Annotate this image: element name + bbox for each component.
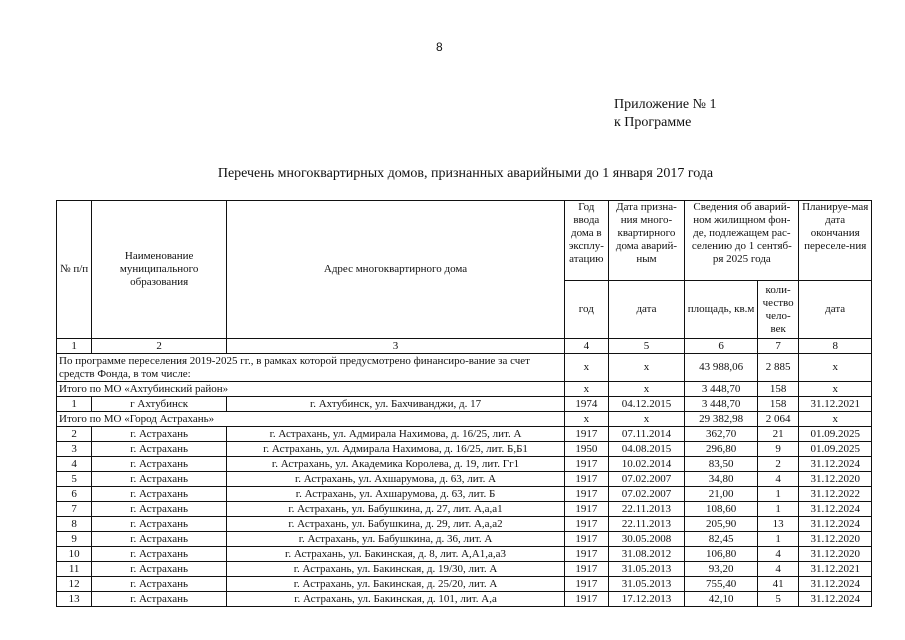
page-number: 8 xyxy=(436,40,443,54)
row-municipality: г. Астрахань xyxy=(92,517,227,532)
col-number: 2 xyxy=(92,339,227,354)
row-plan-date: 31.12.2024 xyxy=(799,517,872,532)
row-municipality: г Ахтубинск xyxy=(92,397,227,412)
row-people: 1 xyxy=(757,502,798,517)
row-date: 17.12.2013 xyxy=(608,592,685,607)
col-number: 6 xyxy=(685,339,758,354)
group-year: х xyxy=(565,412,609,427)
group-year: х xyxy=(565,382,609,397)
row-num: 6 xyxy=(57,487,92,502)
table-row xyxy=(57,457,872,472)
col-number: 8 xyxy=(799,339,872,354)
column-number-row xyxy=(57,339,872,354)
row-municipality: г. Астрахань xyxy=(92,562,227,577)
row-area: 362,70 xyxy=(685,427,758,442)
row-date: 31.08.2012 xyxy=(608,547,685,562)
row-plan-date: 31.12.2020 xyxy=(799,532,872,547)
row-municipality: г. Астрахань xyxy=(92,457,227,472)
header-sub-area: площадь, кв.м xyxy=(685,281,758,339)
row-year: 1917 xyxy=(565,472,609,487)
row-year: 1917 xyxy=(565,487,609,502)
row-year: 1974 xyxy=(565,397,609,412)
summary-date: х xyxy=(608,354,685,382)
row-address: г. Ахтубинск, ул. Бахчиванджи, д. 17 xyxy=(227,397,565,412)
row-year: 1917 xyxy=(565,547,609,562)
appendix-line-1: Приложение № 1 xyxy=(614,97,717,112)
group-plan: х xyxy=(799,382,872,397)
group-date: х xyxy=(608,382,685,397)
summary-label: По программе переселения 2019-2025 гг., в рамках которой предусмотрено финансиро-вание за счет средств Фонда, в том числе: xyxy=(57,354,565,382)
table-row xyxy=(57,442,872,457)
row-date: 22.11.2013 xyxy=(608,502,685,517)
row-municipality: г. Астрахань xyxy=(92,532,227,547)
row-plan-date: 31.12.2024 xyxy=(799,592,872,607)
row-area: 296,80 xyxy=(685,442,758,457)
row-num: 12 xyxy=(57,577,92,592)
header-sub-plan-date: дата xyxy=(799,281,872,339)
row-area: 108,60 xyxy=(685,502,758,517)
table-row xyxy=(57,547,872,562)
row-year: 1917 xyxy=(565,427,609,442)
row-people: 4 xyxy=(757,547,798,562)
row-plan-date: 31.12.2021 xyxy=(799,397,872,412)
table-row xyxy=(57,532,872,547)
row-date: 04.08.2015 xyxy=(608,442,685,457)
row-plan-date: 31.12.2024 xyxy=(799,502,872,517)
row-num: 4 xyxy=(57,457,92,472)
group-label: Итого по МО «Город Астрахань» xyxy=(57,412,565,427)
row-area: 3 448,70 xyxy=(685,397,758,412)
row-num: 1 xyxy=(57,397,92,412)
row-people: 158 xyxy=(757,397,798,412)
row-date: 31.05.2013 xyxy=(608,577,685,592)
header-sub-year: год xyxy=(565,281,609,339)
table-row xyxy=(57,487,872,502)
row-num: 2 xyxy=(57,427,92,442)
table-row xyxy=(57,397,872,412)
header-date-group: Дата призна-ния много-квартирного дома аварий-ным xyxy=(608,201,685,281)
table-row xyxy=(57,577,872,592)
row-date: 31.05.2013 xyxy=(608,562,685,577)
summary-year: х xyxy=(565,354,609,382)
row-date: 04.12.2015 xyxy=(608,397,685,412)
group-total-row xyxy=(57,412,872,427)
header-plan-group: Планируе-мая дата окончания переселе-ния xyxy=(799,201,872,281)
group-total-row xyxy=(57,382,872,397)
row-num: 10 xyxy=(57,547,92,562)
row-date: 07.02.2007 xyxy=(608,472,685,487)
header-municipality: Наименование муниципального образования xyxy=(92,201,227,339)
row-plan-date: 31.12.2020 xyxy=(799,472,872,487)
row-year: 1950 xyxy=(565,442,609,457)
summary-plan: х xyxy=(799,354,872,382)
row-area: 755,40 xyxy=(685,577,758,592)
row-address: г. Астрахань, ул. Бабушкина, д. 27, лит. А,а,а1 xyxy=(227,502,565,517)
row-people: 13 xyxy=(757,517,798,532)
row-address: г. Астрахань, ул. Бакинская, д. 101, лит. А,а xyxy=(227,592,565,607)
col-number: 7 xyxy=(757,339,798,354)
group-area: 29 382,98 xyxy=(685,412,758,427)
col-number: 4 xyxy=(565,339,609,354)
header-sub-people: коли-чество чело-век xyxy=(757,281,798,339)
row-plan-date: 31.12.2020 xyxy=(799,547,872,562)
row-area: 42,10 xyxy=(685,592,758,607)
row-plan-date: 01.09.2025 xyxy=(799,442,872,457)
row-date: 22.11.2013 xyxy=(608,517,685,532)
row-people: 5 xyxy=(757,592,798,607)
row-address: г. Астрахань, ул. Академика Королева, д. 19, лит. Гг1 xyxy=(227,457,565,472)
row-address: г. Астрахань, ул. Адмирала Нахимова, д. 16/25, лит. А xyxy=(227,427,565,442)
row-date: 10.02.2014 xyxy=(608,457,685,472)
row-municipality: г. Астрахань xyxy=(92,502,227,517)
row-area: 106,80 xyxy=(685,547,758,562)
row-num: 11 xyxy=(57,562,92,577)
row-plan-date: 31.12.2024 xyxy=(799,577,872,592)
row-num: 7 xyxy=(57,502,92,517)
row-people: 1 xyxy=(757,487,798,502)
row-num: 8 xyxy=(57,517,92,532)
row-date: 30.05.2008 xyxy=(608,532,685,547)
row-date: 07.02.2007 xyxy=(608,487,685,502)
row-year: 1917 xyxy=(565,532,609,547)
row-area: 205,90 xyxy=(685,517,758,532)
row-municipality: г. Астрахань xyxy=(92,472,227,487)
row-people: 41 xyxy=(757,577,798,592)
summary-people: 2 885 xyxy=(757,354,798,382)
table-header xyxy=(57,201,872,339)
header-num: № п/п xyxy=(57,201,92,339)
row-num: 5 xyxy=(57,472,92,487)
row-year: 1917 xyxy=(565,592,609,607)
row-people: 21 xyxy=(757,427,798,442)
group-plan: х xyxy=(799,412,872,427)
table-row xyxy=(57,517,872,532)
row-year: 1917 xyxy=(565,457,609,472)
row-year: 1917 xyxy=(565,517,609,532)
table-body xyxy=(57,339,872,607)
document-title: Перечень многоквартирных домов, признанных аварийными до 1 января 2017 года xyxy=(217,166,714,181)
group-area: 3 448,70 xyxy=(685,382,758,397)
row-num: 9 xyxy=(57,532,92,547)
row-municipality: г. Астрахань xyxy=(92,547,227,562)
row-date: 07.11.2014 xyxy=(608,427,685,442)
row-area: 83,50 xyxy=(685,457,758,472)
row-area: 82,45 xyxy=(685,532,758,547)
row-address: г. Астрахань, ул. Адмирала Нахимова, д. 16/25, лит. Б,Б1 xyxy=(227,442,565,457)
row-address: г. Астрахань, ул. Бабушкина, д. 36, лит. А xyxy=(227,532,565,547)
table-row xyxy=(57,592,872,607)
table-row xyxy=(57,472,872,487)
header-address: Адрес многоквартирного дома xyxy=(227,201,565,339)
col-number: 3 xyxy=(227,339,565,354)
summary-row xyxy=(57,354,872,382)
row-municipality: г. Астрахань xyxy=(92,592,227,607)
row-plan-date: 31.12.2021 xyxy=(799,562,872,577)
row-municipality: г. Астрахань xyxy=(92,427,227,442)
row-area: 93,20 xyxy=(685,562,758,577)
row-people: 4 xyxy=(757,562,798,577)
table-row xyxy=(57,427,872,442)
group-people: 158 xyxy=(757,382,798,397)
header-year-group: Год ввода дома в эксплу-атацию xyxy=(565,201,609,281)
appendix-note xyxy=(614,96,717,132)
col-number: 5 xyxy=(608,339,685,354)
group-label: Итого по МО «Ахтубинский район» xyxy=(57,382,565,397)
row-address: г. Астрахань, ул. Бакинская, д. 25/20, лит. А xyxy=(227,577,565,592)
row-people: 1 xyxy=(757,532,798,547)
row-address: г. Астрахань, ул. Бабушкина, д. 29, лит. А,а,а2 xyxy=(227,517,565,532)
table-row xyxy=(57,502,872,517)
row-year: 1917 xyxy=(565,577,609,592)
row-address: г. Астрахань, ул. Бакинская, д. 8, лит. А,А1,а,а3 xyxy=(227,547,565,562)
summary-area: 43 988,06 xyxy=(685,354,758,382)
group-date: х xyxy=(608,412,685,427)
row-address: г. Астрахань, ул. Бакинская, д. 19/30, лит. А xyxy=(227,562,565,577)
row-municipality: г. Астрахань xyxy=(92,442,227,457)
row-area: 34,80 xyxy=(685,472,758,487)
buildings-table xyxy=(56,200,872,607)
row-num: 3 xyxy=(57,442,92,457)
row-municipality: г. Астрахань xyxy=(92,577,227,592)
group-people: 2 064 xyxy=(757,412,798,427)
row-area: 21,00 xyxy=(685,487,758,502)
appendix-line-2: к Программе xyxy=(614,115,692,130)
row-year: 1917 xyxy=(565,562,609,577)
header-sub-date: дата xyxy=(608,281,685,339)
row-address: г. Астрахань, ул. Ахшарумова, д. 63, лит. Б xyxy=(227,487,565,502)
row-year: 1917 xyxy=(565,502,609,517)
row-people: 9 xyxy=(757,442,798,457)
row-plan-date: 31.12.2022 xyxy=(799,487,872,502)
row-num: 13 xyxy=(57,592,92,607)
col-number: 1 xyxy=(57,339,92,354)
row-plan-date: 31.12.2024 xyxy=(799,457,872,472)
row-municipality: г. Астрахань xyxy=(92,487,227,502)
row-people: 2 xyxy=(757,457,798,472)
table-row xyxy=(57,562,872,577)
row-plan-date: 01.09.2025 xyxy=(799,427,872,442)
header-fund-group: Сведения об аварий-ном жилищном фон-де, подлежащем рас-селению до 1 сентяб-ря 2025 года xyxy=(685,201,799,281)
row-people: 4 xyxy=(757,472,798,487)
row-address: г. Астрахань, ул. Ахшарумова, д. 63, лит. А xyxy=(227,472,565,487)
